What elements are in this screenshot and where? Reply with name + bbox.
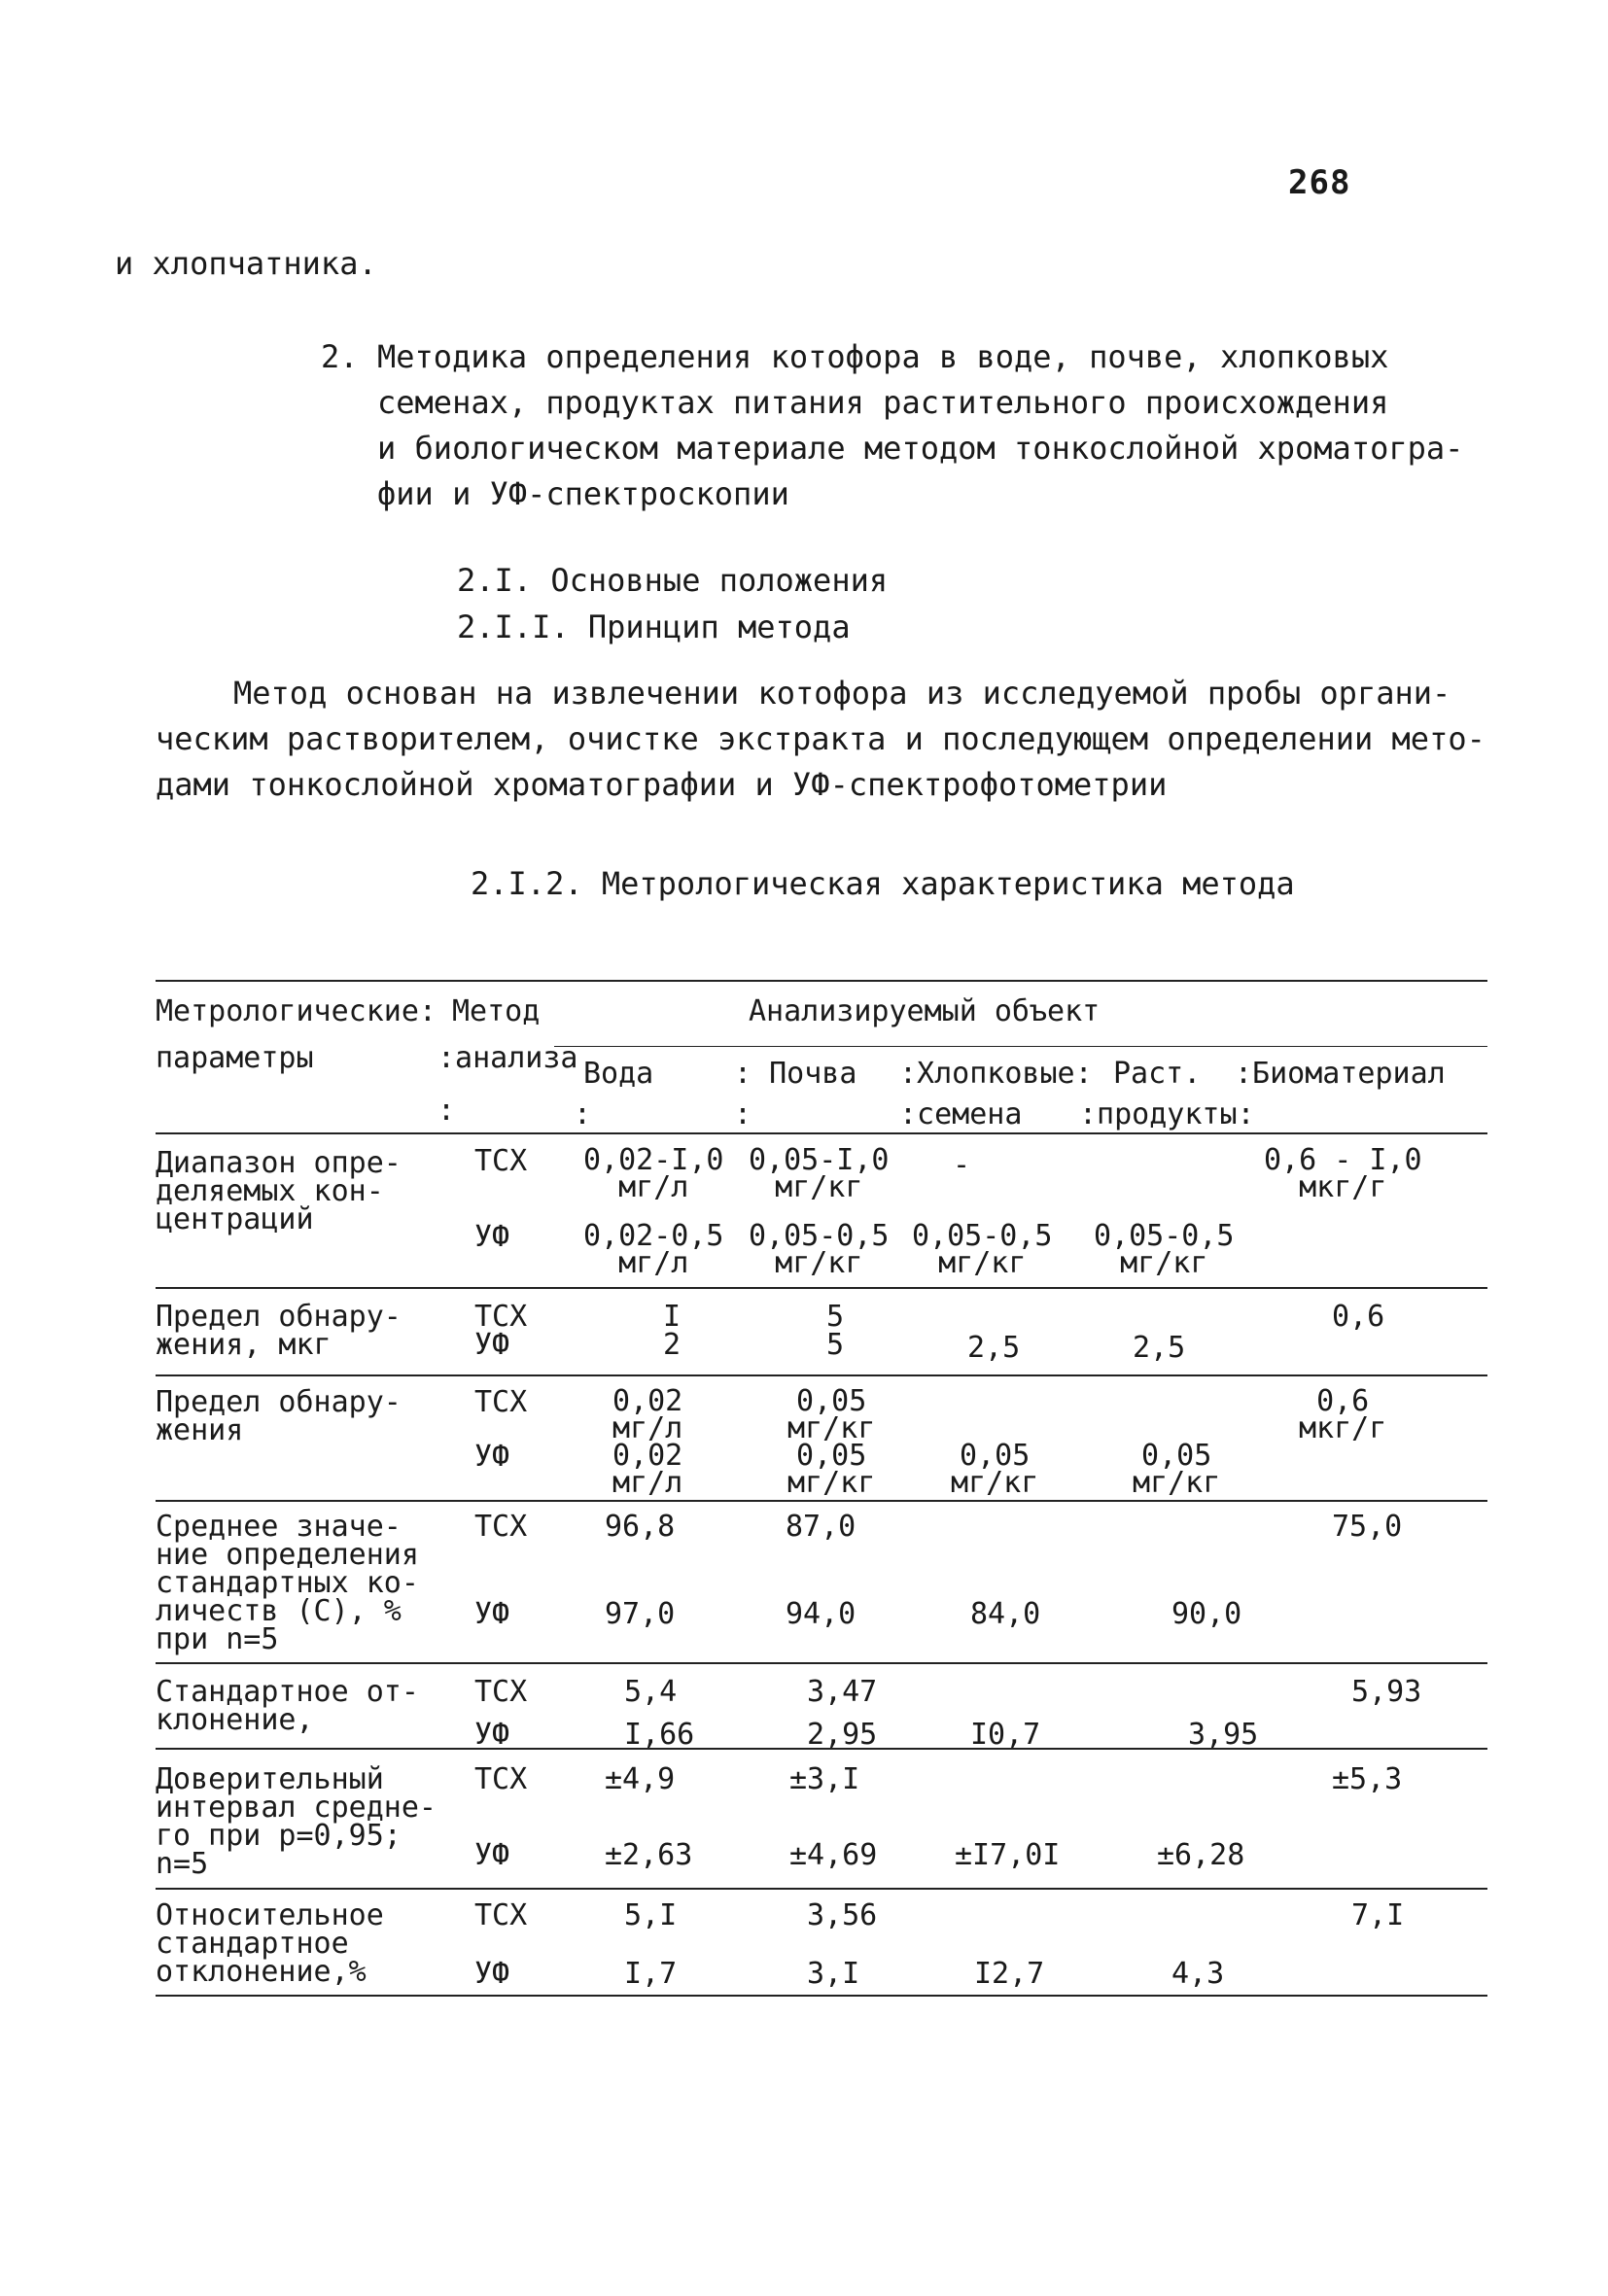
paragraph-line: дами тонкослойной хроматографии и УФ-спектрофотометрии <box>156 766 1168 803</box>
row-label <box>156 1300 402 1362</box>
value-cell: 4,3 <box>1171 1957 1225 1991</box>
value-cell: 5,I <box>624 1898 678 1932</box>
value-main: 0,02-I,0 <box>583 1143 724 1177</box>
heading-line: фии и УФ-спектроскопии <box>377 475 789 512</box>
value-unit: мг/кг <box>787 1466 876 1500</box>
value-unit: мкг/г <box>1299 1411 1387 1445</box>
value-cell: 87,0 <box>786 1510 856 1544</box>
header-param: параметры <box>156 1041 314 1075</box>
table-rule <box>156 1132 1487 1134</box>
value-cell <box>787 1439 876 1500</box>
subsection-title: 2.I. Основные положения <box>457 562 889 599</box>
value-cell: 5,4 <box>624 1675 678 1709</box>
value-cell: 84,0 <box>970 1597 1041 1631</box>
value-cell: 2,95 <box>807 1718 878 1752</box>
value-unit: мг/л <box>612 1411 683 1445</box>
value-cell <box>912 1219 1053 1280</box>
header-param: Метрологические: <box>156 994 437 1028</box>
heading-line: и биологическом материале методом тонкослойной хроматогра- <box>377 430 1464 467</box>
value-cell <box>749 1219 890 1280</box>
method-cell: УФ <box>474 1220 510 1254</box>
value-cell: - <box>953 1148 971 1182</box>
continuation-text: и хлопчатника. <box>115 245 377 282</box>
value-cell: ±2,63 <box>605 1838 693 1872</box>
value-cell <box>1133 1439 1221 1500</box>
value-cell: 5,93 <box>1351 1675 1422 1709</box>
value-cell: 0,6 <box>1332 1300 1385 1334</box>
label-line: Доверительный <box>156 1762 384 1796</box>
subsection-title: 2.I.I. Принцип метода <box>457 609 851 645</box>
value-main: 0,02-0,5 <box>583 1219 724 1253</box>
row-label <box>156 1675 419 1737</box>
table-rule <box>156 1287 1487 1289</box>
value-cell: 3,56 <box>807 1898 878 1932</box>
value-cell: I,66 <box>624 1718 695 1752</box>
page-number: 268 <box>1288 163 1351 202</box>
heading-number: 2. <box>321 338 359 375</box>
value-cell: ±6,28 <box>1157 1838 1245 1872</box>
value-line: I <box>663 1300 682 1334</box>
heading-text <box>377 334 1464 517</box>
heading-line: Методика определения котофора в воде, почве, хлопковых <box>377 338 1389 375</box>
row-label <box>156 1385 402 1447</box>
value-cell <box>663 1300 682 1362</box>
label-line: отклонение,% <box>156 1955 367 1989</box>
header-col-pochva: : <box>734 1097 752 1131</box>
label-line: личеств (C), % <box>156 1594 402 1628</box>
header-method: Метод <box>452 994 541 1028</box>
value-unit: мг/кг <box>775 1246 863 1280</box>
label-line: при n=5 <box>156 1622 279 1656</box>
method-cell: ТСХ <box>474 1510 528 1544</box>
label-line: клонение, <box>156 1703 314 1737</box>
value-cell: 96,8 <box>605 1510 676 1544</box>
label-line: жения, мкг <box>156 1328 332 1362</box>
value-line: 2 <box>663 1328 682 1362</box>
value-unit: мг/кг <box>775 1170 863 1204</box>
value-unit: мг/л <box>612 1466 683 1500</box>
body-paragraph <box>156 671 1486 808</box>
label-line: Относительное <box>156 1898 384 1932</box>
header-col-voda: : <box>574 1097 592 1131</box>
value-cell: 7,I <box>1351 1898 1405 1932</box>
value-cell <box>826 1300 845 1362</box>
table-rule <box>156 1888 1487 1890</box>
header-col-prod: Раст. <box>1113 1057 1202 1091</box>
header-method: :анализа <box>437 1041 578 1075</box>
label-line: стандартных ко- <box>156 1566 419 1600</box>
label-line: жения <box>156 1413 244 1447</box>
header-col-semena: :семена <box>899 1097 1023 1131</box>
value-main: 0,05-I,0 <box>749 1143 890 1177</box>
method-cell: ТСХ <box>474 1385 528 1419</box>
value-cell: I,7 <box>624 1957 678 1991</box>
header-col-pochva: : Почва <box>734 1057 857 1091</box>
value-cell <box>583 1219 724 1280</box>
value-cell: ±3,I <box>789 1762 860 1796</box>
value-cell: 94,0 <box>786 1597 856 1631</box>
value-cell: ±4,9 <box>605 1762 676 1796</box>
heading-line: семенах, продуктах питания растительного происхождения <box>377 384 1389 421</box>
value-line: 5 <box>826 1328 845 1362</box>
value-cell <box>749 1143 890 1204</box>
value-main: 0,05 <box>1141 1439 1212 1473</box>
row-label <box>156 1762 437 1881</box>
method-cell: ТСХ <box>474 1144 528 1178</box>
label-line: деляемых кон- <box>156 1174 384 1208</box>
method-cell: УФ <box>474 1597 510 1631</box>
value-cell: 3,I <box>807 1957 860 1991</box>
table-rule <box>156 1662 1487 1664</box>
row-label <box>156 1510 419 1656</box>
value-cell: 3,47 <box>807 1675 878 1709</box>
header-col-semena: :Хлопковые: <box>899 1057 1093 1091</box>
value-cell: ±4,69 <box>789 1838 878 1872</box>
label-line: го при p=0,95; <box>156 1819 402 1853</box>
method-cell: УФ <box>474 1957 510 1991</box>
label-line: ние определения <box>156 1538 419 1572</box>
value-cell: 75,0 <box>1332 1510 1403 1544</box>
method-line: УФ <box>474 1328 510 1362</box>
value-unit: мг/кг <box>951 1466 1039 1500</box>
value-cell: 97,0 <box>605 1597 676 1631</box>
table-rule <box>156 1374 1487 1376</box>
value-cell <box>1094 1219 1235 1280</box>
method-cell: УФ <box>474 1440 510 1474</box>
header-object: Анализируемый объект <box>749 994 1101 1028</box>
value-unit: мг/кг <box>787 1411 876 1445</box>
method-cell: ТСХ <box>474 1898 528 1932</box>
header-col-prod: :продукты: <box>1079 1097 1255 1131</box>
table-rule <box>156 980 1487 982</box>
value-cell <box>1264 1143 1422 1204</box>
value-main: 0,05 <box>796 1384 867 1418</box>
value-unit: мг/кг <box>938 1246 1027 1280</box>
paragraph-line: ческим растворителем, очистке экстракта и последующем определении мето- <box>156 720 1486 757</box>
value-cell: I2,7 <box>974 1957 1045 1991</box>
value-cell: 3,95 <box>1188 1718 1259 1752</box>
value-line: 5 <box>826 1300 845 1334</box>
label-line: Среднее значе- <box>156 1510 402 1544</box>
value-cell: I0,7 <box>970 1718 1041 1752</box>
value-unit: мг/л <box>618 1246 689 1280</box>
method-line: ТСХ <box>474 1300 528 1334</box>
value-unit: мкг/г <box>1299 1170 1387 1204</box>
header-col-bio: :Биоматериал <box>1235 1057 1446 1091</box>
value-cell: 2,5 <box>967 1331 1021 1365</box>
value-main: 0,05-0,5 <box>912 1219 1053 1253</box>
value-main: 0,6 <box>1316 1384 1370 1418</box>
row-label <box>156 1898 384 1989</box>
label-line: стандартное <box>156 1927 349 1961</box>
method-cell: ТСХ <box>474 1675 528 1709</box>
value-cell: 90,0 <box>1171 1597 1242 1631</box>
method-cell: УФ <box>474 1718 510 1752</box>
value-cell: ±I7,0I <box>955 1838 1061 1872</box>
value-main: 0,02 <box>612 1384 683 1418</box>
method-cell: ТСХ <box>474 1762 528 1796</box>
value-main: 0,02 <box>612 1439 683 1473</box>
table-rule <box>156 1995 1487 1997</box>
value-main: 0,05 <box>796 1439 867 1473</box>
value-main: 0,05 <box>960 1439 1031 1473</box>
value-cell <box>1299 1384 1387 1445</box>
label-line: интервал средне- <box>156 1791 437 1825</box>
label-line: Предел обнару- <box>156 1300 402 1334</box>
row-label <box>156 1146 402 1236</box>
header-method: : <box>437 1094 456 1128</box>
paragraph-line: Метод основан на извлечении котофора из исследуемой пробы органи- <box>233 675 1451 712</box>
value-main: 0,6 - I,0 <box>1264 1143 1422 1177</box>
value-cell <box>612 1439 683 1500</box>
label-line: Стандартное от- <box>156 1675 419 1709</box>
method-cell: УФ <box>474 1838 510 1872</box>
value-unit: мг/кг <box>1133 1466 1221 1500</box>
value-main: 0,05-0,5 <box>1094 1219 1235 1253</box>
table-rule <box>156 1500 1487 1502</box>
label-line: n=5 <box>156 1847 209 1881</box>
value-unit: мг/л <box>618 1170 689 1204</box>
value-cell: ±5,3 <box>1332 1762 1403 1796</box>
table-rule <box>554 1046 1487 1047</box>
method-cell <box>474 1300 528 1362</box>
label-line: Диапазон опре- <box>156 1146 402 1180</box>
value-cell <box>951 1439 1039 1500</box>
metrology-table <box>156 980 1487 2010</box>
label-line: Предел обнару- <box>156 1385 402 1419</box>
value-cell: 2,5 <box>1133 1331 1186 1365</box>
subsection-title: 2.I.2. Метрологическая характеристика метода <box>471 865 1295 902</box>
value-main: 0,05-0,5 <box>749 1219 890 1253</box>
value-cell <box>787 1384 876 1445</box>
header-col-voda: Вода <box>583 1057 654 1091</box>
value-cell <box>612 1384 683 1445</box>
label-line: центраций <box>156 1202 314 1236</box>
value-cell <box>583 1143 724 1204</box>
value-unit: мг/кг <box>1120 1246 1208 1280</box>
